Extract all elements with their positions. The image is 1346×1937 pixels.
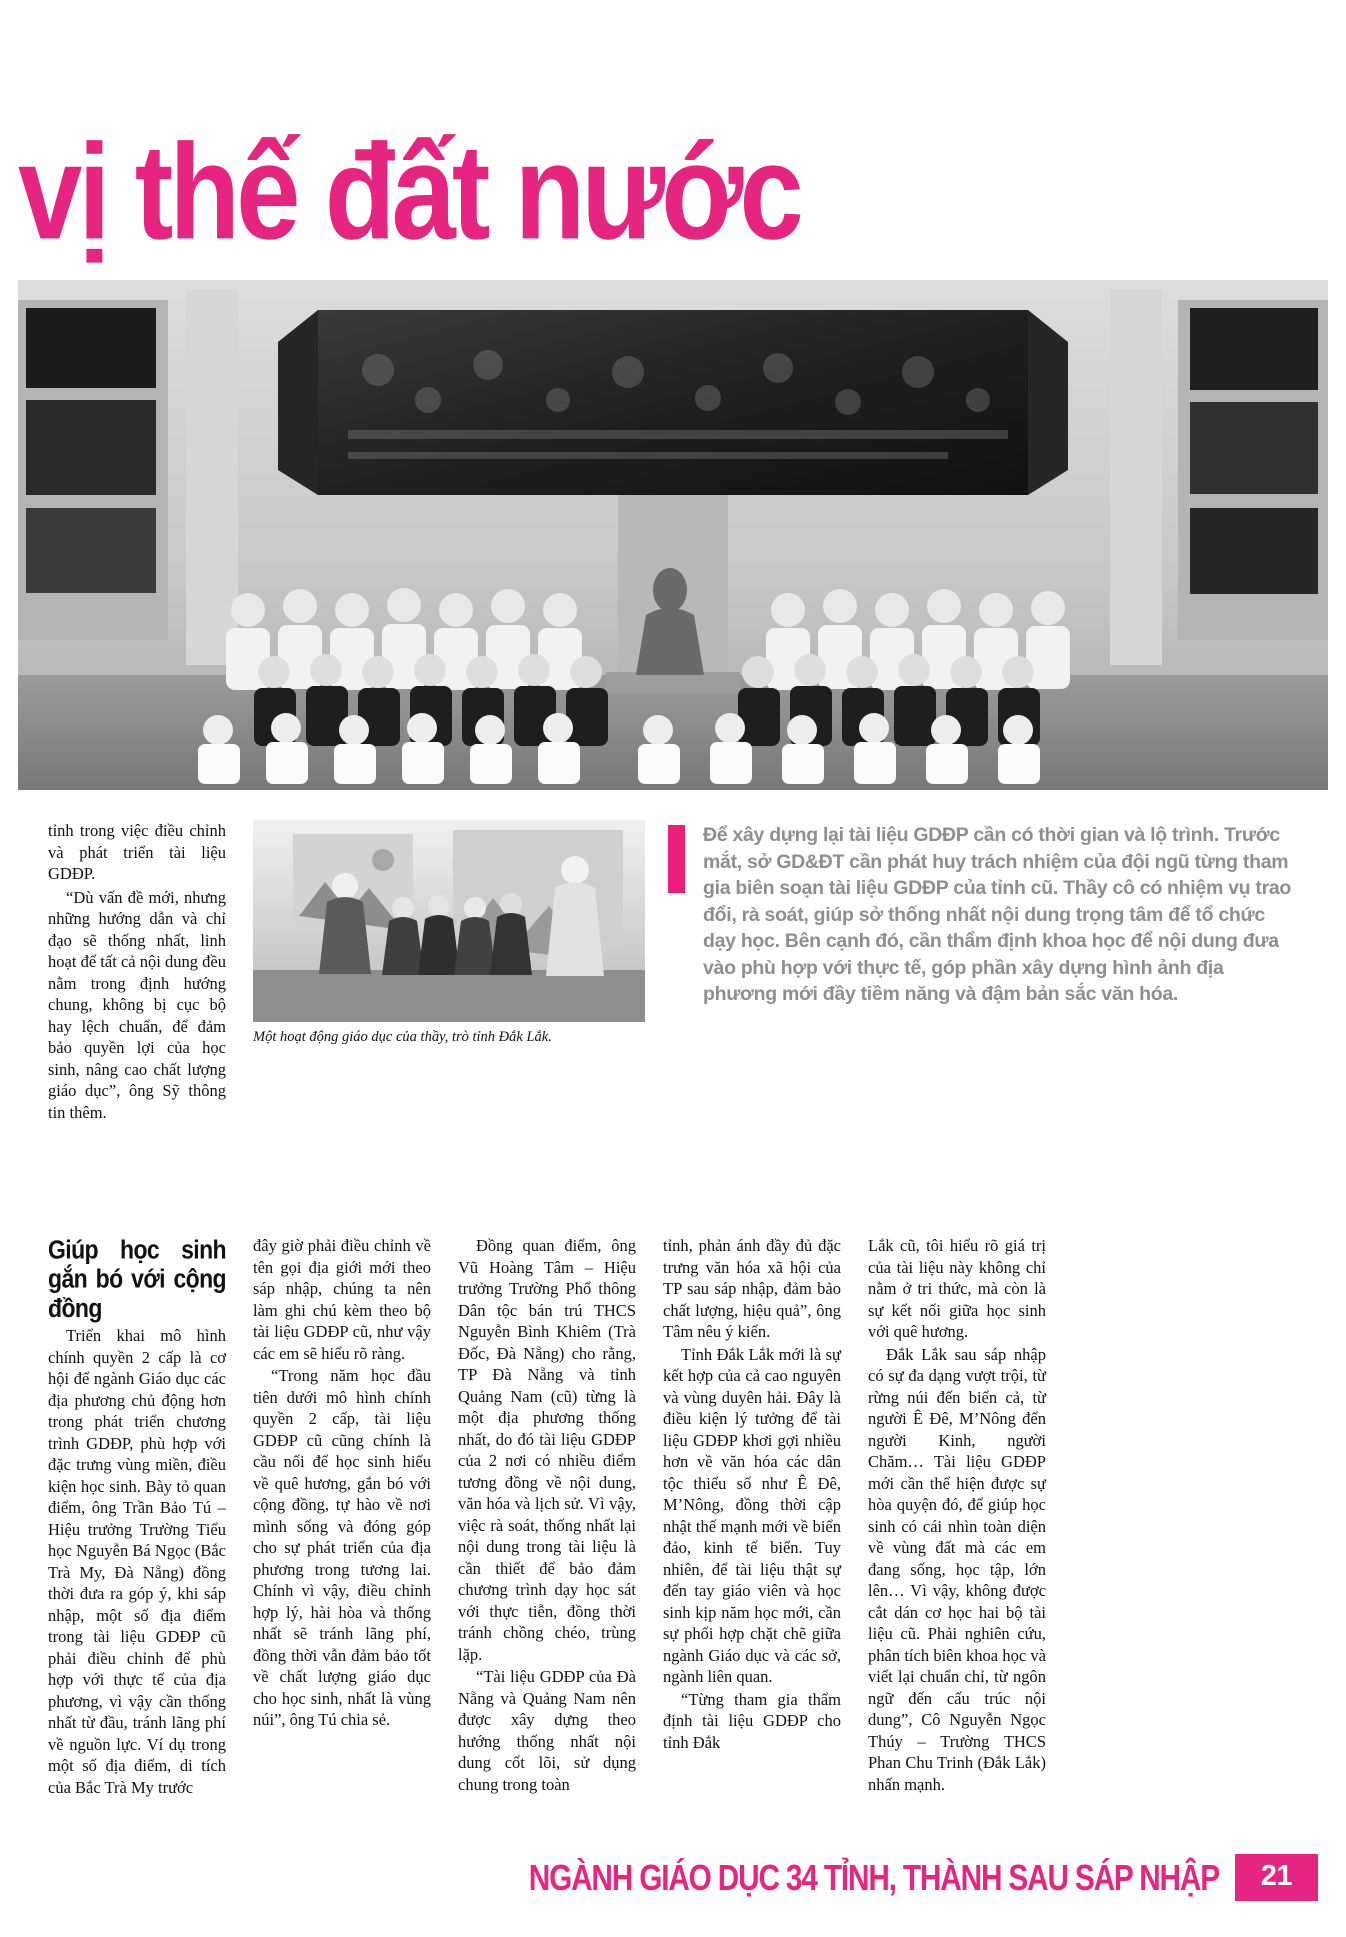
page-number-badge: 21 (1235, 1854, 1318, 1901)
pull-quote-callout (668, 822, 1298, 1008)
footer-section-title: NGÀNH GIÁO DỤC 34 TỈNH, THÀNH SAU SÁP NHẬP (528, 1856, 1219, 1898)
col3-paragraph-1: Đồng quan điểm, ông Vũ Hoàng Tâm – Hiệu trưởng Trường Phổ thông Dân tộc bán trú THCS Nguyễn Bình Khiêm (Trà Đốc, Đà Nẵng) cho rằng, TP Đà Nẵng và tỉnh Quảng Nam (cũ) từng là một địa phương thống nhất, do đó tài liệu GDĐP của 2 nơi có nhiều điểm tương đồng về nội dung, văn hóa và lịch sử. Vì vậy, việc rà soát, thống nhất lại nội dung trong tài liệu là cần thiết để bảo đảm chương trình dạy học sát với thực tiễn, đồng thời tránh chồng chéo, trùng lặp. (458, 1236, 636, 1664)
column-3 (458, 1235, 636, 1798)
hero-photo-students-museum (18, 280, 1328, 790)
secondary-photo-caption: Một hoạt động giáo dục của thầy, trò tỉnh Đắk Lắk. (253, 1029, 552, 1045)
section-heading: Giúp học sinh gắn bó với cộng đồng (48, 1235, 226, 1323)
column-5 (868, 1235, 1046, 1798)
col4-paragraph-3: “Từng tham gia thẩm định tài liệu GDĐP cho tỉnh Đắk (663, 1689, 841, 1752)
callout-accent-bar (668, 825, 685, 893)
page-footer (0, 1854, 1346, 1901)
col2-paragraph-1: đây giờ phải điều chỉnh về tên gọi địa giới mới theo sáp nhập, chúng ta nên làm ghi chú kèm theo bộ tài liệu GDĐP cũ, như vậy các em sẽ hiểu rõ ràng. (253, 1236, 431, 1363)
callout-text: Để xây dựng lại tài liệu GDĐP cần có thời gian và lộ trình. Trước mắt, sở GD&ĐT cần phát huy trách nhiệm của đội ngũ từng tham gia biên soạn tài liệu GDĐP của tỉnh cũ. Thầy cô có nhiệm vụ trao đổi, rà soát, giúp sở thống nhất nội dung trọng tâm để tổ chức dạy học. Bên cạnh đó, cần thẩm định khoa học để nội dung đưa vào phù hợp với thực tế, góp phần xây dựng hình ảnh địa phương mới đầy tiềm năng và đậm bản sắc văn hóa. (703, 824, 1292, 1005)
secondary-photo-daklak-activity (253, 820, 645, 1022)
secondary-photo-block (253, 820, 645, 1046)
intro-column (48, 820, 226, 1123)
article-columns (48, 1235, 1303, 1798)
masthead (18, 116, 1018, 269)
column-4 (663, 1235, 841, 1798)
article-body (48, 820, 1303, 1800)
col4-paragraph-1: tỉnh, phản ánh đầy đủ đặc trưng văn hóa xã hội của TP sau sáp nhập, đảm bảo chất lượng, hiệu quả”, ông Tâm nêu ý kiến. (663, 1236, 841, 1341)
col5-paragraph-2: Đắk Lắk sau sáp nhập có sự đa dạng vượt trội, từ rừng núi đến biển cả, từ người Ê Đê, M’Nông đến người Kinh, người Chăm… Tài liệu GDĐP mới cần thể hiện được sự hòa quyện đó, để giúp học sinh có cái nhìn toàn diện về vùng đất mà các em đang sống, học tập, lớn lên… Vì vậy, không được cắt dán cơ học hai bộ tài liệu cũ. Phải nghiên cứu, phân tích biên khoa học và viết lại chuẩn chỉ, từ ngôn ngữ đến cấu trúc nội dung”, Cô Nguyễn Ngọc Thúy – Trường THCS Phan Chu Trinh (Đắk Lắk) nhấn mạnh. (868, 1344, 1046, 1794)
column-2 (253, 1235, 431, 1798)
intro-paragraph-1: tỉnh trong việc điều chỉnh và phát triển tài liệu GDĐP. (48, 821, 226, 883)
col4-paragraph-2: Tỉnh Đắk Lắk mới là sự kết hợp của cả cao nguyên và vùng duyên hải. Đây là điều kiện lý tưởng để tài liệu GDĐP khơi gợi nhiều hơn về văn hóa các dân tộc thiểu số như Ê Đê, M’Nông, đồng thời cập nhật thế mạnh mới về biển đảo, kinh tế biển. Tuy nhiên, để tài liệu thật sự đến tay giáo viên và học sinh kịp năm học mới, cần sự phối hợp chặt chẽ giữa ngành Giáo dục và các sở, ngành liên quan. (663, 1344, 841, 1686)
column-1 (48, 1235, 226, 1798)
col1-paragraph-1: Triển khai mô hình chính quyền 2 cấp là cơ hội để ngành Giáo dục các địa phương chủ động hơn trong phát triển chương trình GDĐP, phù hợp với đặc trưng vùng miền, điều kiện học sinh. Bày tỏ quan điểm, ông Trần Bảo Tú – Hiệu trưởng Trường Tiểu học Nguyễn Bá Ngọc (Bắc Trà My, Đà Nẵng) đồng thời đưa ra góp ý, khi sáp nhập, một số địa điểm trong tài liệu GDĐP cũ phải điều chỉnh để phù hợp với thực tế của địa phương, vì vậy cần thống nhất từ đầu, tránh lãng phí về nguồn lực. Ví dụ trong một số địa điểm, di tích của Bắc Trà My trước (48, 1326, 226, 1797)
intro-paragraph-2: “Dù vấn đề mới, nhưng những hướng dẫn và chỉ đạo sẽ thống nhất, linh hoạt để tất cả nội dung đều nằm trong định hướng chung, không bị cục bộ hay lệch chuẩn, để đảm bảo quyền lợi của học sinh, nâng cao chất lượng giáo dục”, ông Sỹ thông tin thêm. (48, 887, 226, 1122)
col5-paragraph-1: Lắk cũ, tôi hiểu rõ giá trị của tài liệu này không chỉ nằm ở tri thức, mà còn là sự kết nối giữa học sinh với quê hương. (868, 1236, 1046, 1341)
col3-paragraph-2: “Tài liệu GDĐP của Đà Nẵng và Quảng Nam nên được xây dựng theo hướng thống nhất nội dung cốt lõi, sử dụng chung trong toàn (458, 1667, 636, 1794)
top-band (48, 820, 1303, 1220)
col2-paragraph-2: “Trong năm học đầu tiên dưới mô hình chính quyền 2 cấp, tài liệu GDĐP cũ cũng chính là cầu nối để học sinh hiểu về quê hương, gắn bó với cộng đồng, tự hào về nơi mình sống và đóng góp cho sự phát triển của địa phương trong tương lai. Chính vì vậy, điều chỉnh hợp lý, hài hòa và thống nhất sẽ tránh lãng phí, đồng thời vẫn đảm bảo tốt về chất lượng giáo dục cho học sinh, nhất là vùng núi”, ông Tú chia sẻ. (253, 1366, 431, 1729)
page-title: vị thế đất nước (18, 116, 800, 269)
